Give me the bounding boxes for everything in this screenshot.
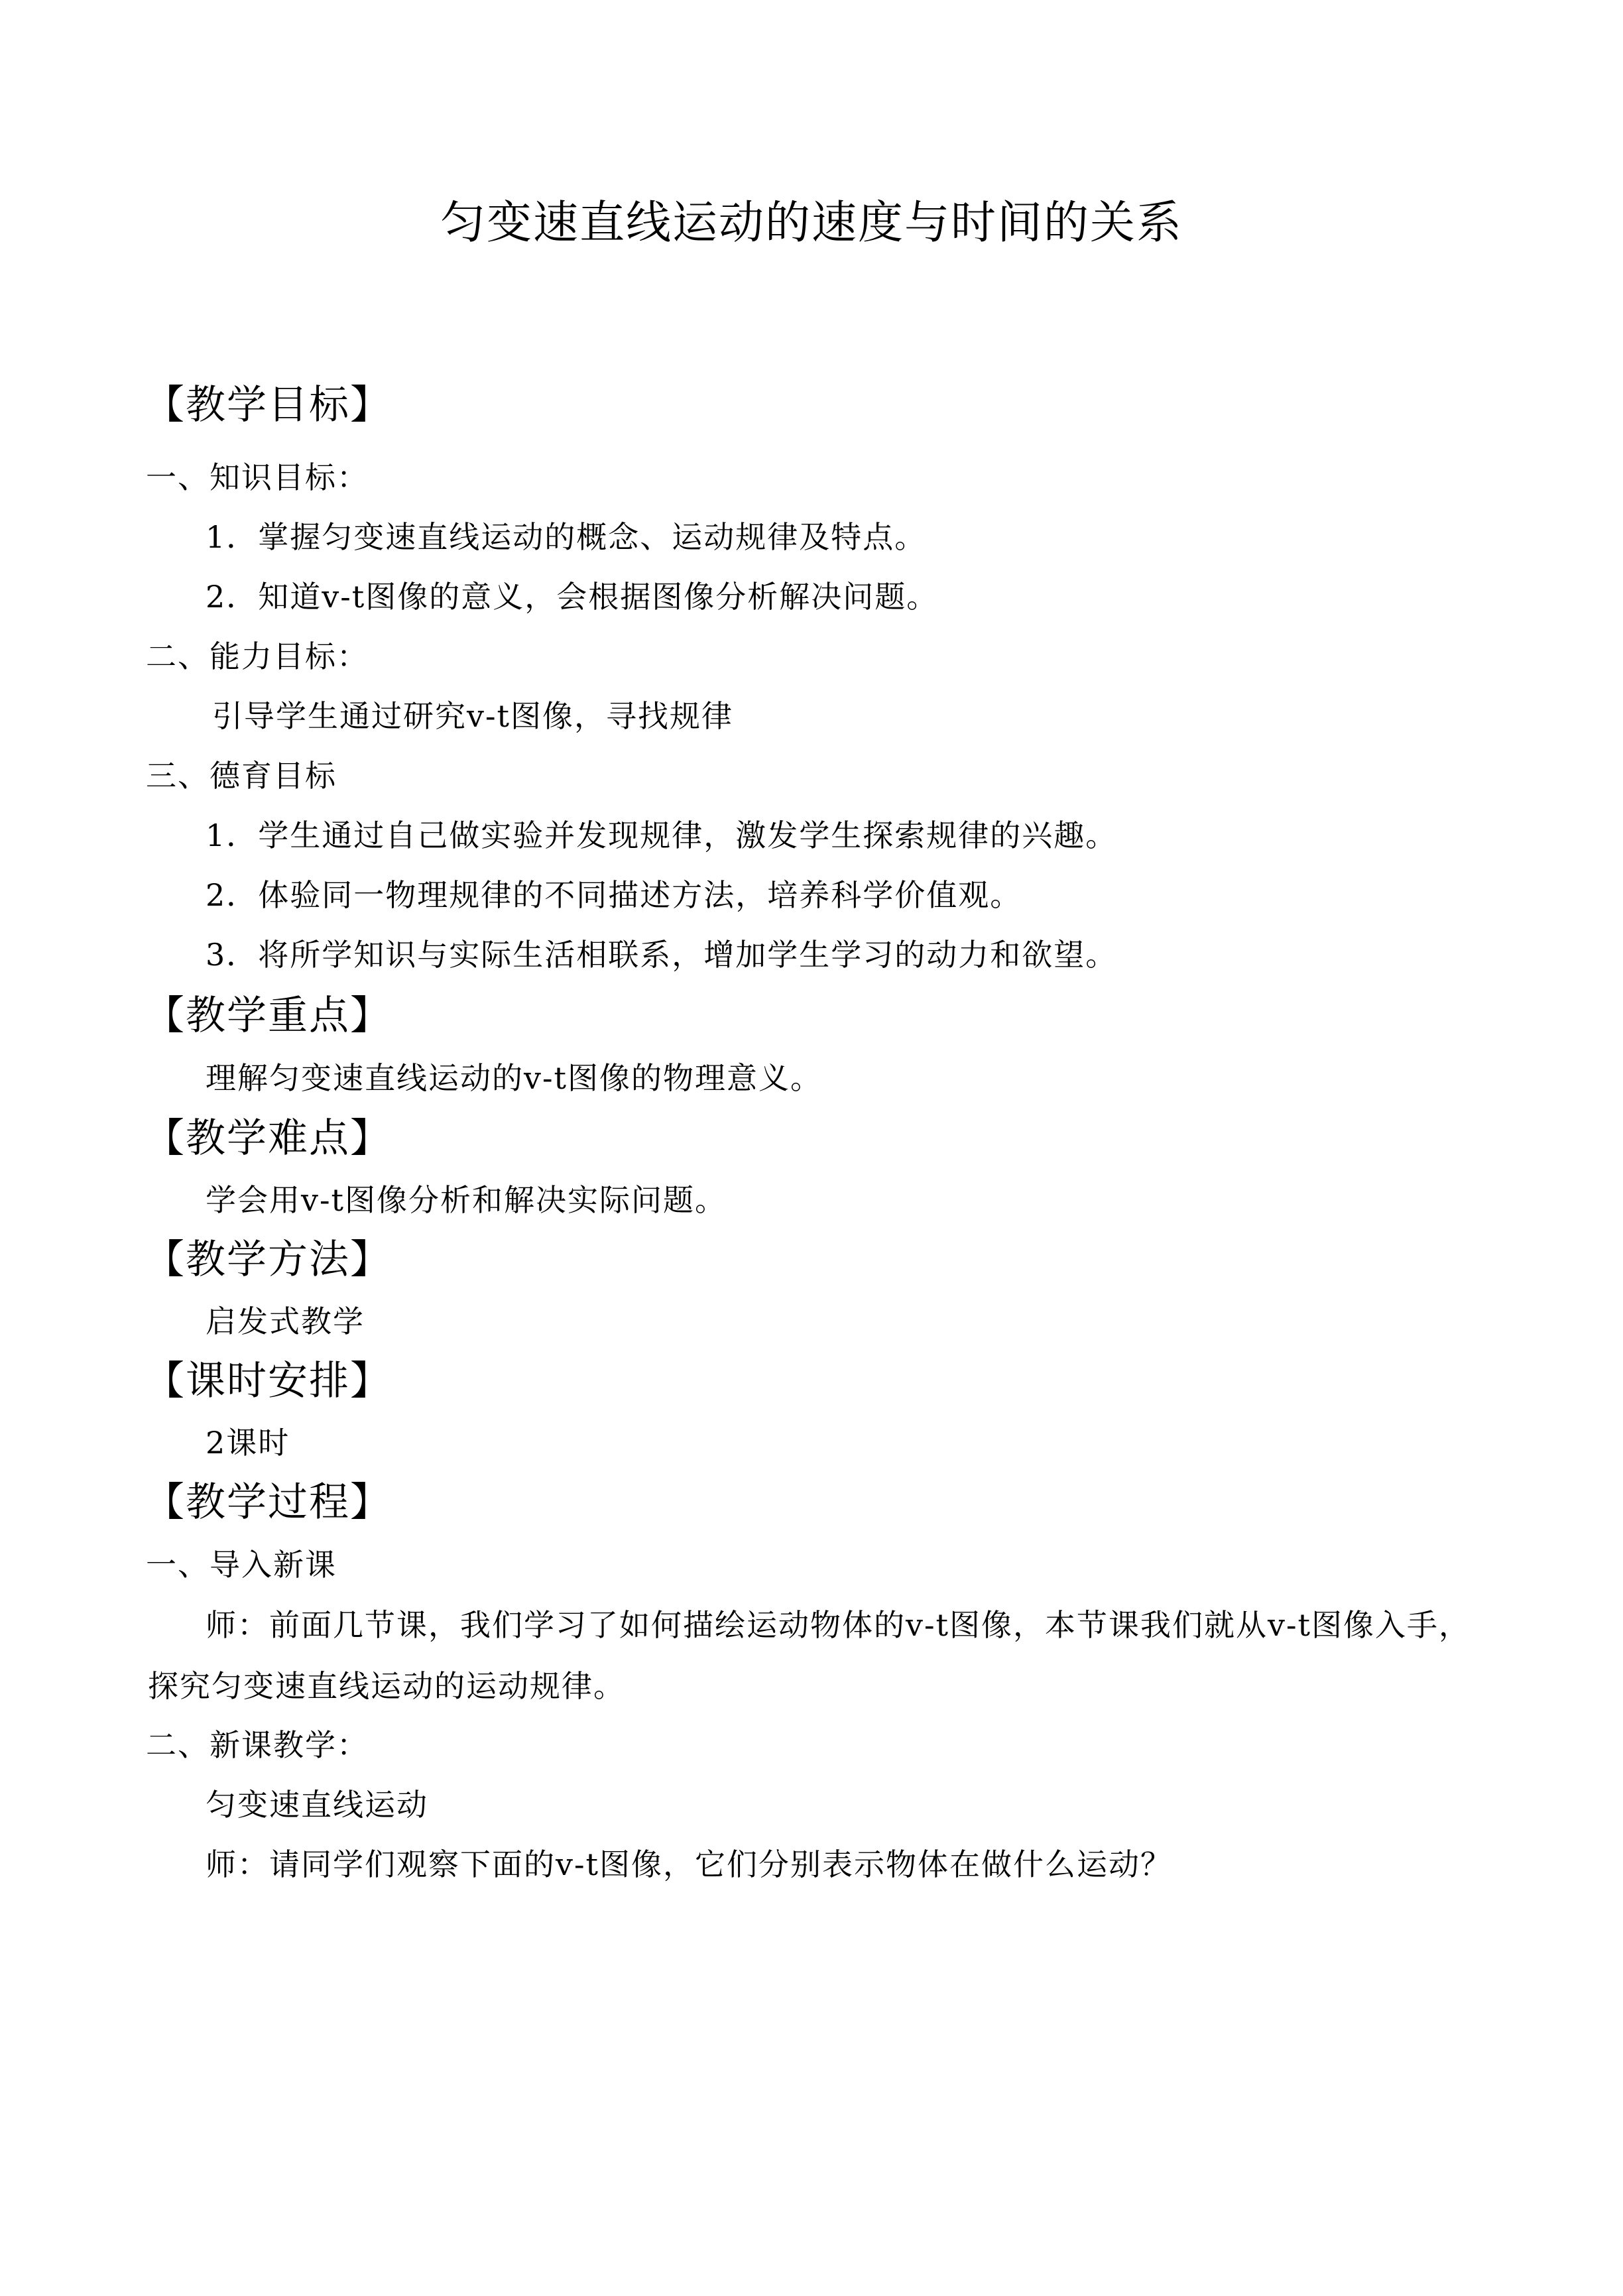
knowledge-objective-item-2: 2．知道v-t图像的意义，会根据图像分析解决问题。 — [206, 579, 939, 615]
schedule-text: 2课时 — [206, 1425, 290, 1461]
new-lesson-question: 师：请同学们观察下面的v-t图像，它们分别表示物体在做什么运动？ — [206, 1846, 1173, 1882]
ability-objective-text: 引导学生通过研究v-t图像，寻找规律 — [212, 698, 734, 734]
section-heading-objectives: 【教学目标】 — [145, 382, 391, 428]
section-heading-method: 【教学方法】 — [145, 1237, 391, 1283]
intro-label: 一、导入新课 — [146, 1547, 337, 1583]
moral-objective-item-2: 2．体验同一物理规律的不同描述方法，培养科学价值观。 — [206, 877, 1022, 913]
document-title: 匀变速直线运动的速度与时间的关系 — [440, 197, 1183, 249]
knowledge-objective-item-1: 1．掌握匀变速直线运动的概念、运动规律及特点。 — [206, 519, 927, 555]
section-heading-process: 【教学过程】 — [145, 1479, 391, 1526]
key-point-text: 理解匀变速直线运动的v-t图像的物理意义。 — [206, 1060, 823, 1096]
moral-objective-item-1: 1．学生通过自己做实验并发现规律，激发学生探索规律的兴趣。 — [206, 817, 1118, 853]
new-lesson-subheading: 匀变速直线运动 — [206, 1787, 428, 1823]
difficulty-text: 学会用v-t图像分析和解决实际问题。 — [206, 1182, 727, 1218]
method-text: 启发式教学 — [206, 1303, 365, 1339]
section-heading-schedule: 【课时安排】 — [145, 1358, 391, 1404]
moral-objective-label: 三、德育目标 — [146, 758, 337, 794]
intro-paragraph-line-1: 师：前面几节课，我们学习了如何描绘运动物体的v-t图像，本节课我们就从v-t图像入手， — [206, 1607, 1471, 1643]
intro-paragraph-line-2: 探究匀变速直线运动的运动规律。 — [148, 1668, 625, 1704]
section-heading-key-point: 【教学重点】 — [145, 993, 391, 1039]
section-heading-difficulty: 【教学难点】 — [145, 1115, 391, 1162]
new-lesson-label: 二、新课教学： — [146, 1727, 369, 1763]
moral-objective-item-3: 3．将所学知识与实际生活相联系，增加学生学习的动力和欲望。 — [206, 937, 1118, 973]
ability-objective-label: 二、能力目标： — [146, 638, 369, 674]
knowledge-objective-label: 一、知识目标： — [146, 459, 369, 495]
